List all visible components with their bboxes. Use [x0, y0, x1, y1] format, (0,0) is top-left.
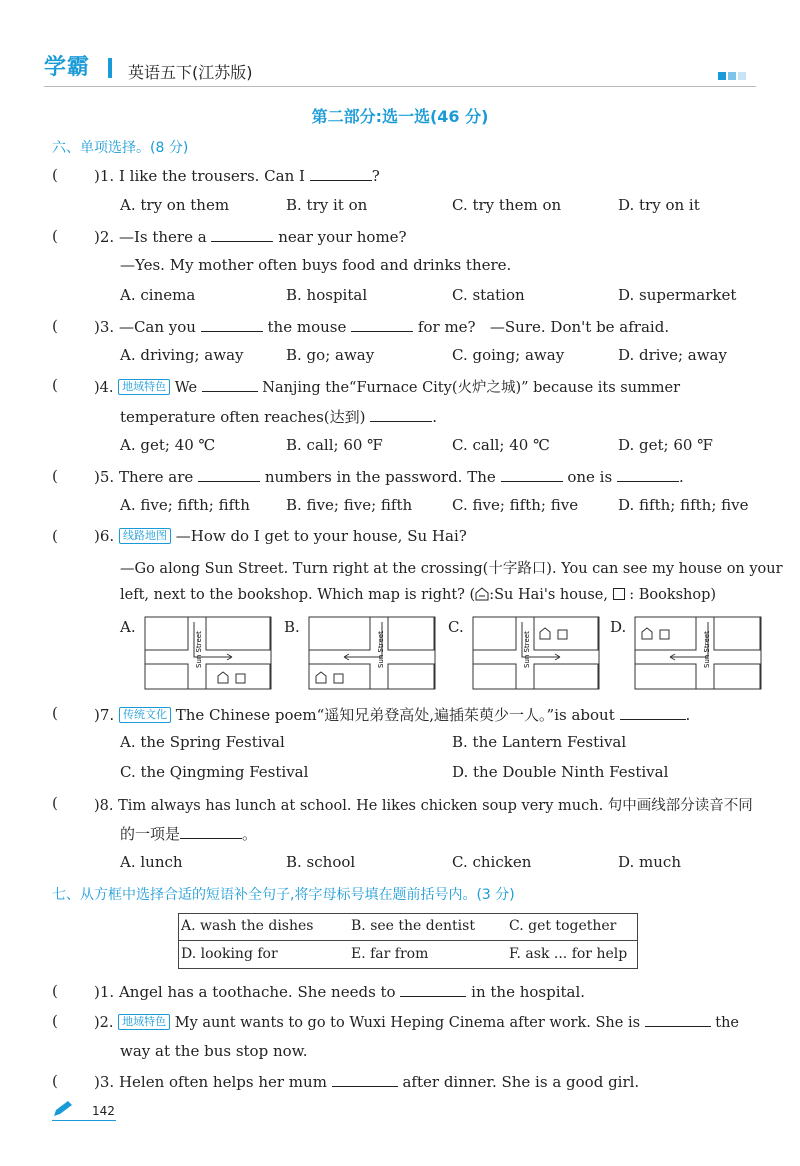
option: A. the Spring Festival: [120, 733, 285, 751]
part-title: 第二部分:选一选(46 分): [311, 107, 489, 126]
phrase-option: A. wash the dishes: [181, 918, 314, 934]
option: B. go; away: [286, 346, 375, 364]
option: A. five; fifth; fifth: [120, 496, 250, 514]
question-stem: [94, 467, 684, 486]
answer-blank[interactable]: [501, 467, 563, 482]
footer-rule: [52, 1120, 116, 1121]
answer-blank[interactable]: [620, 705, 686, 720]
header-rule: [44, 86, 756, 87]
brand-logo: 学霸: [44, 55, 91, 80]
option: C. station: [452, 286, 525, 304]
option: B. five; five; fifth: [286, 496, 413, 514]
question-stem: [94, 982, 585, 1001]
pencil-icon: [52, 1100, 74, 1118]
question-number: )5.: [94, 468, 115, 486]
question-stem: [94, 376, 680, 397]
stem-text: : Bookshop): [629, 587, 717, 603]
question-stem-line: —Yes. My mother often buys food and drinks there.: [120, 256, 512, 274]
answer-blank[interactable]: [332, 1072, 398, 1087]
stem-text: Nanjing the“Furnace City(火炉之城)” because its summer: [262, 380, 681, 396]
option: A. cinema: [120, 286, 196, 304]
stem-text: :Su Hai's house,: [489, 587, 608, 603]
option: A. driving; away: [120, 346, 244, 364]
answer-bracket: (: [52, 794, 58, 812]
question-number: )3.: [94, 318, 115, 336]
street-label: Sun Street: [195, 631, 203, 668]
question-number: )1.: [94, 167, 115, 185]
map-option-label: D.: [610, 618, 627, 636]
question-number: )4.: [94, 380, 114, 396]
option: C. going; away: [452, 346, 565, 364]
map-option-label: C.: [448, 618, 464, 636]
answer-bracket: (: [52, 227, 58, 245]
option: B. try it on: [286, 196, 368, 214]
answer-bracket: (: [52, 467, 58, 485]
stem-text: —Sure. Don't be afraid.: [489, 318, 670, 336]
option: B. hospital: [286, 286, 368, 304]
question-stem: [94, 227, 407, 246]
map-option-label: B.: [284, 618, 300, 636]
option: A. try on them: [120, 196, 230, 214]
stem-text: Tim always has lunch at school. He likes chicken soup very much. 句中画线部分读音不同: [118, 798, 753, 814]
option: A. lunch: [120, 853, 183, 871]
answer-bracket: (: [52, 982, 58, 1000]
route-map: [308, 616, 436, 690]
stem-text: —Can you: [118, 318, 196, 336]
option: D. try on it: [618, 196, 700, 214]
category-tag: 线路地图: [119, 528, 171, 544]
category-tag: 地域特色: [118, 379, 170, 395]
option: D. supermarket: [618, 286, 737, 304]
stem-text: My aunt wants to go to Wuxi Heping Cinema after work. She is: [174, 1015, 641, 1031]
question-stem: [94, 794, 753, 815]
stem-text: There are: [118, 468, 194, 486]
phrase-option: B. see the dentist: [351, 918, 475, 934]
stem-text: Helen often helps her mum: [118, 1073, 327, 1091]
phrase-option: D. looking for: [181, 946, 278, 962]
option: B. the Lantern Festival: [452, 733, 627, 751]
question-number: )8.: [94, 798, 114, 814]
option: D. drive; away: [618, 346, 727, 364]
answer-blank[interactable]: [370, 407, 432, 422]
stem-text: The Chinese poem“遥知兄弟登高处,遍插茱萸少一人。”is about: [175, 706, 615, 724]
section-heading: 六、单项选择。(8 分): [52, 140, 189, 156]
house-icon: [475, 587, 489, 601]
answer-blank[interactable]: [310, 166, 372, 181]
answer-blank[interactable]: [180, 824, 242, 839]
option: B. call; 60 ℉: [286, 436, 383, 454]
question-stem-line: —Go along Sun Street. Turn right at the crossing(十字路口). You can see my house on your: [120, 561, 783, 577]
question-stem: [94, 527, 467, 545]
answer-bracket: (: [52, 1012, 58, 1030]
question-stem: [94, 1072, 639, 1091]
stem-text: temperature often reaches(达到): [120, 408, 366, 426]
answer-blank[interactable]: [400, 982, 466, 997]
stem-text: Angel has a toothache. She needs to: [118, 983, 396, 1001]
stem-text: .: [685, 706, 691, 724]
answer-bracket: (: [52, 166, 58, 184]
option: A. get; 40 ℃: [120, 436, 216, 454]
phrase-box: [178, 913, 638, 969]
route-map: [472, 616, 600, 690]
page-number: 142: [92, 1104, 115, 1118]
answer-bracket: (: [52, 527, 58, 545]
street-label: Sun Street: [703, 631, 711, 668]
option: B. school: [286, 853, 356, 871]
option: D. get; 60 ℉: [618, 436, 713, 454]
stem-text: I like the trousers. Can I: [118, 167, 305, 185]
phrase-option: C. get together: [509, 918, 617, 934]
answer-blank[interactable]: [211, 227, 273, 242]
answer-bracket: (: [52, 376, 58, 394]
category-tag: 传统文化: [119, 707, 171, 723]
question-number: )2.: [94, 228, 115, 246]
answer-bracket: (: [52, 704, 58, 722]
header-divider: [108, 58, 112, 78]
stem-text: the mouse: [267, 318, 347, 336]
option: C. try them on: [452, 196, 562, 214]
question-stem-line: [120, 823, 257, 844]
stem-text: one is: [567, 468, 613, 486]
question-stem-line: [120, 406, 437, 427]
stem-text: near your home?: [278, 228, 407, 246]
option: D. the Double Ninth Festival: [452, 763, 669, 781]
route-map: [634, 616, 762, 690]
stem-text: 的一项是: [120, 825, 181, 843]
stem-text: .: [432, 408, 438, 426]
question-stem: [94, 317, 669, 336]
answer-blank[interactable]: [202, 377, 258, 392]
stem-text: We: [174, 380, 198, 396]
answer-bracket: (: [52, 1072, 58, 1090]
stem-text: left, next to the bookshop. Which map is right? (: [120, 587, 476, 603]
question-number: )2.: [94, 1015, 114, 1031]
option: D. much: [618, 853, 681, 871]
phrase-option: F. ask ... for help: [509, 946, 628, 962]
option: D. fifth; fifth; five: [618, 496, 749, 514]
option: C. the Qingming Festival: [120, 763, 309, 781]
section-heading: 七、从方框中选择合适的短语补全句子,将字母标号填在题前括号内。(3 分): [52, 887, 515, 903]
phrase-option: E. far from: [351, 946, 429, 962]
route-map: [144, 616, 272, 690]
option: C. chicken: [452, 853, 532, 871]
question-stem: [94, 1012, 739, 1031]
stem-text: —How do I get to your house, Su Hai?: [175, 527, 467, 545]
option: C. call; 40 ℃: [452, 436, 550, 454]
question-number: )3.: [94, 1073, 115, 1091]
street-label: Sun Street: [377, 631, 385, 668]
option: C. five; fifth; five: [452, 496, 579, 514]
stem-text: in the hospital.: [471, 983, 586, 1001]
bookshop-icon: [613, 588, 625, 600]
question-number: )1.: [94, 983, 115, 1001]
stem-text: .: [678, 468, 684, 486]
answer-blank[interactable]: [351, 317, 413, 332]
answer-blank[interactable]: [617, 467, 679, 482]
stem-text: numbers in the password. The: [264, 468, 496, 486]
question-stem-line: way at the bus stop now.: [120, 1042, 308, 1060]
map-option-label: A.: [120, 618, 136, 636]
answer-blank[interactable]: [201, 317, 263, 332]
question-stem: [94, 704, 690, 725]
stem-text: —Is there a: [118, 228, 207, 246]
question-number: )6.: [94, 527, 115, 545]
category-tag: 地域特色: [118, 1014, 170, 1030]
question-number: )7.: [94, 706, 115, 724]
stem-text: for me?: [417, 318, 476, 336]
answer-blank[interactable]: [645, 1012, 711, 1027]
question-stem-line: [120, 587, 716, 603]
answer-blank[interactable]: [198, 467, 260, 482]
answer-bracket: (: [52, 317, 58, 335]
stem-text: ?: [371, 167, 380, 185]
book-subtitle: 英语五下(江苏版): [128, 63, 253, 82]
stem-text: 。: [242, 825, 258, 843]
question-stem: [94, 166, 380, 185]
stem-text: after dinner. She is a good girl.: [402, 1073, 640, 1091]
stem-text: the: [715, 1015, 740, 1031]
street-label: Sun Street: [523, 631, 531, 668]
header-decoration: [716, 66, 746, 84]
